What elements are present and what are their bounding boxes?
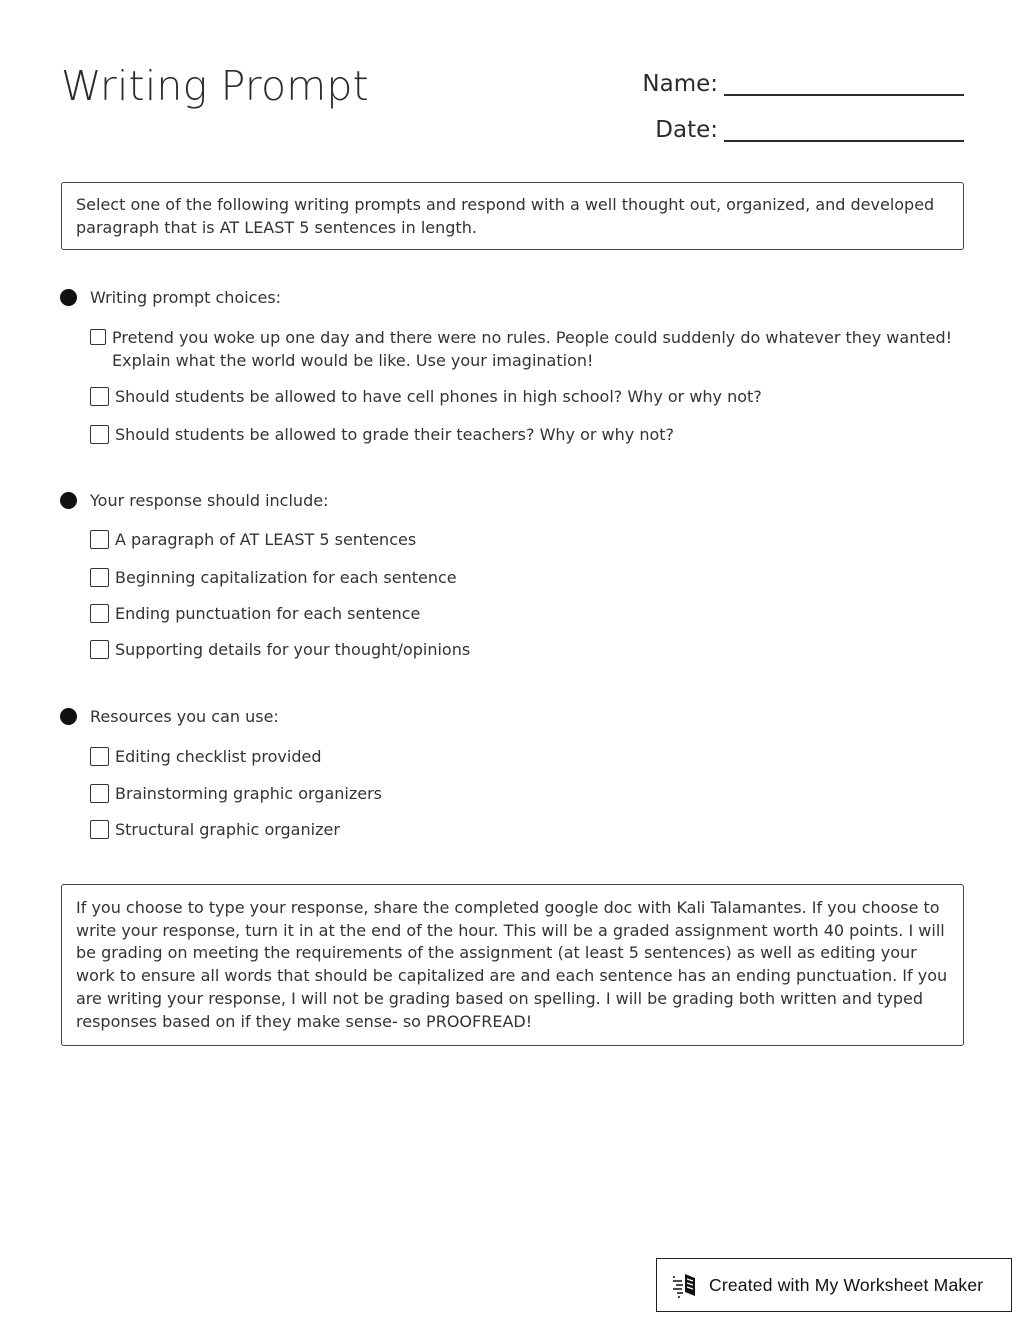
section-title: Resources you can use: bbox=[90, 706, 279, 726]
checkbox[interactable] bbox=[90, 604, 109, 623]
worksheet-maker-logo-icon bbox=[671, 1270, 703, 1300]
worksheet-maker-badge[interactable] bbox=[656, 1258, 1012, 1312]
checkbox[interactable] bbox=[90, 387, 109, 406]
checklist-item[interactable] bbox=[90, 782, 382, 805]
checkbox[interactable] bbox=[90, 530, 109, 549]
date-label: Date: bbox=[655, 117, 718, 143]
date-blank-line[interactable] bbox=[724, 116, 964, 142]
checkbox[interactable] bbox=[90, 820, 109, 839]
date-field[interactable] bbox=[655, 116, 964, 142]
item-label: Editing checklist provided bbox=[115, 747, 322, 766]
checkbox[interactable] bbox=[90, 640, 109, 659]
bullet-icon bbox=[60, 492, 77, 509]
name-field[interactable] bbox=[642, 70, 964, 96]
section-title: Writing prompt choices: bbox=[90, 287, 282, 307]
checkbox[interactable] bbox=[90, 329, 106, 345]
section-prompt-choices bbox=[60, 285, 964, 444]
checklist-item[interactable] bbox=[90, 528, 416, 551]
checklist-item[interactable] bbox=[90, 602, 420, 625]
checklist-item[interactable] bbox=[90, 385, 762, 408]
bullet-icon bbox=[60, 289, 77, 306]
item-label: Supporting details for your thought/opinions bbox=[115, 640, 471, 659]
checklist-item[interactable] bbox=[90, 745, 321, 768]
checklist-item[interactable] bbox=[90, 638, 470, 661]
name-label: Name: bbox=[642, 71, 718, 97]
checkbox[interactable] bbox=[90, 425, 109, 444]
item-label: Structural graphic organizer bbox=[115, 820, 340, 839]
item-label: Should students be allowed to grade their teachers? Why or why not? bbox=[115, 425, 675, 444]
item-label: Brainstorming graphic organizers bbox=[115, 784, 383, 803]
name-blank-line[interactable] bbox=[724, 70, 964, 96]
bullet-icon bbox=[60, 708, 77, 725]
item-label: Ending punctuation for each sentence bbox=[115, 604, 421, 623]
page-title: Writing Prompt bbox=[61, 62, 369, 110]
checkbox[interactable] bbox=[90, 747, 109, 766]
item-label: Beginning capitalization for each sentence bbox=[115, 568, 457, 587]
section-resources bbox=[60, 704, 964, 839]
badge-text: Created with My Worksheet Maker bbox=[709, 1274, 984, 1295]
item-label: A paragraph of AT LEAST 5 sentences bbox=[115, 530, 417, 549]
checkbox[interactable] bbox=[90, 784, 109, 803]
instructions-box: Select one of the following writing prompts and respond with a well thought out, organized, and developed paragraph that is AT LEAST 5 sentences in length. bbox=[61, 182, 964, 250]
checklist-item[interactable] bbox=[90, 818, 340, 841]
checklist-item[interactable] bbox=[90, 566, 457, 589]
item-label: Pretend you woke up one day and there were no rules. People could suddenly do whatever they wanted! Explain what the world would be like. Use your imagination! bbox=[112, 328, 953, 370]
item-label: Should students be allowed to have cell phones in high school? Why or why not? bbox=[115, 387, 762, 406]
notes-box: If you choose to type your response, share the completed google doc with Kali Talamantes. If you choose to write your response, turn it in at the end of the hour. This will be a graded assignment worth 40 points. I will be grading on meeting the requirements of the assignment (at least 5 sentences) as well as editing your work to ensure all words that should be capitalized are and each sentence has an ending punctuation. If you are writing your response, I will not be grading based on spelling. I will be grading both written and typed responses based on if they make sense- so PROOFREAD! bbox=[61, 884, 964, 1046]
checklist-item[interactable] bbox=[90, 326, 962, 372]
section-response-requirements bbox=[60, 488, 964, 659]
checklist-item[interactable] bbox=[90, 423, 674, 446]
section-title: Your response should include: bbox=[90, 490, 329, 510]
checkbox[interactable] bbox=[90, 568, 109, 587]
